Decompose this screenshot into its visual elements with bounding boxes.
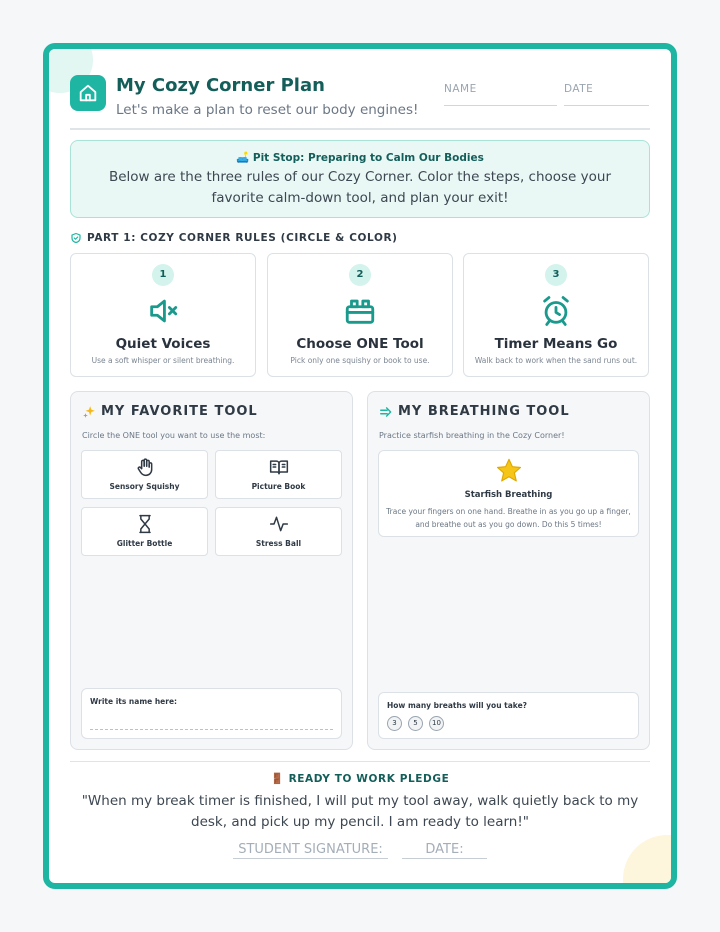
name-label: NAME <box>444 83 477 95</box>
speaker-muted-icon <box>146 294 180 328</box>
write-name-box[interactable] <box>81 688 342 739</box>
breathing-tool-heading-text: MY BREATHING TOOL <box>398 404 570 419</box>
rule-card-1[interactable] <box>70 253 256 377</box>
hourglass-icon <box>135 514 155 534</box>
tool-option-stress-ball[interactable] <box>215 507 342 556</box>
favorite-tool-instructions: Circle the ONE tool you want to use the most: <box>82 431 266 440</box>
pit-stop-callout <box>70 140 650 218</box>
arrow-right-icon <box>379 405 393 419</box>
rule-description: Use a soft whisper or silent breathing. <box>91 356 235 365</box>
write-name-label: Write its name here: <box>90 697 178 706</box>
tool-label: Picture Book <box>251 482 306 491</box>
rule-number: 3 <box>545 264 567 286</box>
rule-card-3[interactable] <box>463 253 649 377</box>
tool-label: Sensory Squishy <box>109 482 180 491</box>
shield-icon <box>70 232 82 244</box>
breathing-tool-panel <box>367 391 650 750</box>
favorite-tool-panel <box>70 391 353 750</box>
starfish-breathing-title: Starfish Breathing <box>464 490 553 500</box>
student-signature-field[interactable]: STUDENT SIGNATURE: <box>233 842 388 859</box>
tool-option-sensory-squishy[interactable] <box>81 450 208 499</box>
pledge-heading: 🚪 READY TO WORK PLEDGE <box>270 773 450 785</box>
divider <box>70 128 650 130</box>
pulse-icon <box>269 514 289 534</box>
tool-option-glitter-bottle[interactable] <box>81 507 208 556</box>
page-title: My Cozy Corner Plan <box>116 75 325 96</box>
pit-stop-title: 🛋️ Pit Stop: Preparing to Calm Our Bodies <box>236 152 484 164</box>
alarm-clock-icon <box>539 294 573 328</box>
tool-label: Glitter Bottle <box>116 539 173 548</box>
part-1-heading-text: PART 1: COZY CORNER RULES (CIRCLE & COLOR) <box>87 232 398 244</box>
worksheet <box>43 43 677 889</box>
favorite-tool-heading-text: MY FAVORITE TOOL <box>101 404 258 419</box>
part-1-heading <box>70 232 398 244</box>
breath-option-3[interactable]: 3 <box>387 716 402 731</box>
pledge-date-field[interactable]: DATE: <box>402 842 487 859</box>
tool-option-picture-book[interactable] <box>215 450 342 499</box>
star-icon <box>495 457 523 485</box>
decorative-blob <box>623 835 677 889</box>
name-field[interactable] <box>444 105 557 106</box>
rule-title: Quiet Voices <box>115 336 211 352</box>
date-field[interactable] <box>564 105 649 106</box>
rule-card-2[interactable] <box>267 253 453 377</box>
book-icon <box>269 457 289 477</box>
date-label: DATE <box>564 83 594 95</box>
breath-count-box <box>378 692 639 739</box>
home-icon <box>70 75 106 111</box>
rule-description: Pick only one squishy or book to use. <box>290 356 430 365</box>
breath-option-10[interactable]: 10 <box>429 716 444 731</box>
starfish-breathing-card <box>378 450 639 537</box>
rule-title: Timer Means Go <box>494 336 618 352</box>
breath-option-5[interactable]: 5 <box>408 716 423 731</box>
pit-stop-text: Below are the three rules of our Cozy Corner. Color the steps, choose your favorite calm-down tool, and plan your exit! <box>108 169 612 206</box>
pledge-text: "When my break timer is finished, I will put my tool away, walk quietly back to my desk, and pick up my pencil. I am ready to learn!" <box>81 793 639 830</box>
hand-icon <box>135 457 155 477</box>
breath-count-question: How many breaths will you take? <box>387 701 528 710</box>
sparkles-icon <box>82 405 96 419</box>
breathing-tool-instructions: Practice starfish breathing in the Cozy Corner! <box>379 431 565 440</box>
rule-title: Choose ONE Tool <box>296 336 424 352</box>
rule-description: Walk back to work when the sand runs out. <box>474 356 638 365</box>
rule-number: 1 <box>152 264 174 286</box>
starfish-breathing-description: Trace your fingers on one hand. Breathe in as you go up a finger, and breathe out as you go down. Do this 5 times! <box>386 507 631 529</box>
divider <box>70 761 650 762</box>
page-subtitle: Let's make a plan to reset our body engines! <box>116 102 419 118</box>
rule-number: 2 <box>349 264 371 286</box>
write-name-line[interactable] <box>90 729 333 730</box>
breathing-tool-heading <box>379 404 570 419</box>
toy-block-icon <box>343 294 377 328</box>
tool-label: Stress Ball <box>255 539 302 548</box>
favorite-tool-heading <box>82 404 258 419</box>
